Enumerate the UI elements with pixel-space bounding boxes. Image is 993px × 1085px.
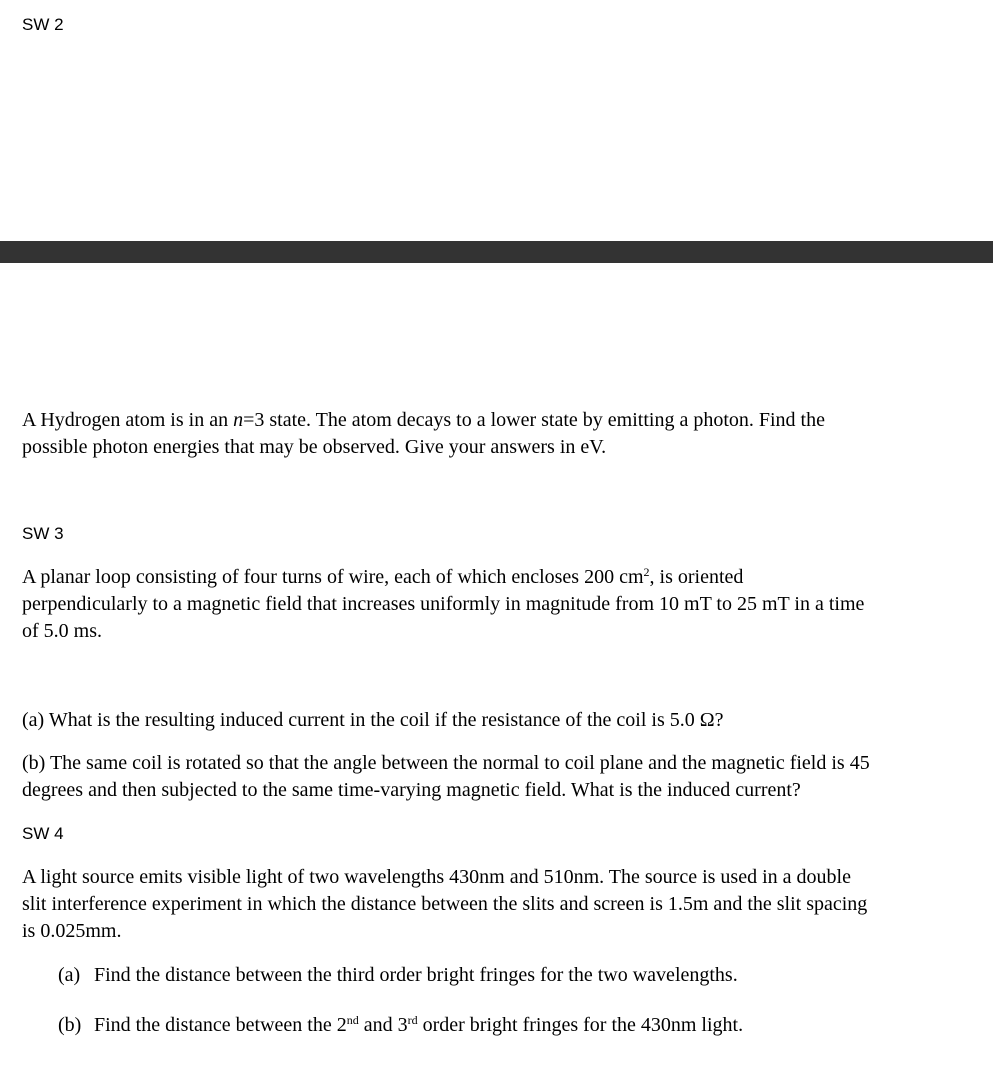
sw3-intro-line-2: perpendicularly to a magnetic field that increases uniformly in magnitude from 10 mT to 25 mT in a time [22,593,865,615]
part-label: (b) [58,1014,82,1036]
sw4-part-b [58,1012,743,1039]
superscript: nd [346,1013,359,1027]
sw4-text: Find the distance between the 2 [94,1014,347,1036]
superscript: rd [407,1013,418,1027]
sw3-heading: SW 3 [22,524,64,543]
sw3-part-b-line-1: (b) The same coil is rotated so that the angle between the normal to coil plane and the magnetic field is 45 [22,752,870,774]
part-label: (a) [58,964,81,986]
sw3-text: , is oriented [649,566,744,588]
sw3-part-a: (a) What is the resulting induced current in the coil if the resistance of the coil is 5.0 Ω? [22,709,724,731]
superscript: 2 [643,565,650,579]
sw2-text: A Hydrogen atom is in an [22,409,234,431]
sw3-intro-line-3: of 5.0 ms. [22,620,102,642]
sw2-problem-line-2: possible photon energies that may be observed. Give your answers in eV. [22,436,607,458]
sw4-intro-line-2: slit interference experiment in which the distance between the slits and screen is 1.5m and the slit spacing [22,893,868,915]
sw4-text: order bright fringes for the 430nm light. [417,1014,744,1036]
sw4-intro-line-1: A light source emits visible light of two wavelengths 430nm and 510nm. The source is used in a double [22,866,851,888]
quantum-number-n: n [233,409,244,431]
sw2-heading: SW 2 [22,15,64,34]
sw4-text: and 3 [358,1014,408,1036]
sw3-part-b-line-2: degrees and then subjected to the same time-varying magnetic field. What is the induced current? [22,779,801,801]
sw4-heading: SW 4 [22,824,64,843]
sw4-part-a-text: Find the distance between the third order bright fringes for the two wavelengths. [94,964,738,986]
sw2-text: =3 state. The atom decays to a lower state by emitting a photon. Find the [243,409,825,431]
sw2-problem-line-1 [22,407,825,434]
sw4-intro-line-3: is 0.025mm. [22,920,122,942]
sw3-intro-line-1 [22,564,743,591]
section-divider [0,241,993,263]
sw3-text: A planar loop consisting of four turns of wire, each of which encloses 200 cm [22,566,644,588]
sw4-part-a [58,962,738,989]
